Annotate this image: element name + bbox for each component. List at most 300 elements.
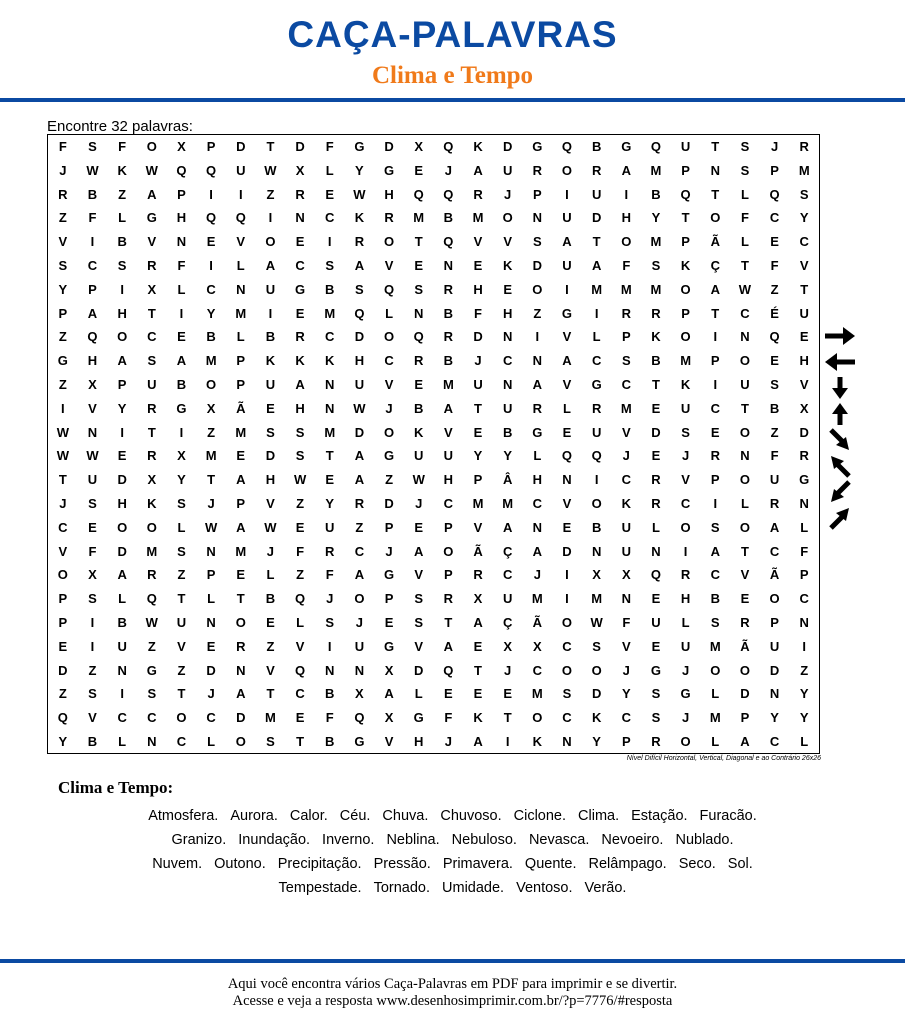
grid-cell[interactable]: V xyxy=(414,638,424,654)
grid-cell[interactable]: U xyxy=(325,519,335,535)
grid-cell[interactable]: R xyxy=(354,495,365,511)
grid-cell[interactable]: E xyxy=(562,424,572,440)
grid-cell[interactable]: R xyxy=(651,472,661,488)
grid-cell[interactable]: C xyxy=(502,567,513,583)
grid-cell[interactable]: Z xyxy=(770,281,779,297)
grid-cell[interactable]: Z xyxy=(88,662,97,678)
grid-cell[interactable]: O xyxy=(680,519,691,535)
grid-cell[interactable]: L xyxy=(118,733,127,749)
grid-cell[interactable]: V xyxy=(147,234,157,250)
grid-cell[interactable]: S xyxy=(799,186,809,202)
grid-cell[interactable]: J xyxy=(504,186,512,202)
grid-cell[interactable]: I xyxy=(565,186,569,202)
grid-cell[interactable]: A xyxy=(591,257,602,273)
grid-cell[interactable]: O xyxy=(561,662,573,678)
grid-cell[interactable]: M xyxy=(650,234,662,250)
grid-cell[interactable]: J xyxy=(355,614,363,630)
grid-cell[interactable]: M xyxy=(442,376,454,392)
grid-cell[interactable]: U xyxy=(591,186,602,202)
grid-cell[interactable]: T xyxy=(503,710,512,726)
grid-cell[interactable]: N xyxy=(502,376,513,392)
grid-cell[interactable]: K xyxy=(325,353,335,369)
grid-cell[interactable]: B xyxy=(414,400,424,416)
grid-cell[interactable]: Z xyxy=(533,305,542,321)
grid-cell[interactable]: U xyxy=(176,614,187,630)
grid-cell[interactable]: P xyxy=(621,329,631,345)
grid-cell[interactable]: S xyxy=(355,281,364,297)
grid-cell[interactable]: O xyxy=(561,162,573,178)
grid-cell[interactable]: T xyxy=(651,376,660,392)
grid-cell[interactable]: A xyxy=(532,376,543,392)
grid-cell[interactable]: Q xyxy=(443,139,454,154)
grid-cell[interactable]: Q xyxy=(87,329,98,345)
grid-cell[interactable]: A xyxy=(117,353,127,369)
grid-cell[interactable]: G xyxy=(354,139,365,154)
grid-cell[interactable]: C xyxy=(147,710,157,726)
grid-cell[interactable]: M xyxy=(650,281,662,297)
grid-cell[interactable]: P xyxy=(58,591,68,607)
grid-cell[interactable]: Q xyxy=(206,210,217,226)
grid-cell[interactable]: R xyxy=(591,400,602,416)
grid-cell[interactable]: T xyxy=(711,186,720,202)
grid-cell[interactable]: U xyxy=(117,638,127,654)
grid-cell[interactable]: F xyxy=(800,543,809,559)
grid-cell[interactable]: U xyxy=(87,472,98,488)
grid-cell[interactable]: R xyxy=(591,162,602,178)
grid-cell[interactable]: E xyxy=(651,638,661,654)
grid-cell[interactable]: N xyxy=(799,495,809,511)
grid-cell[interactable]: Q xyxy=(680,186,691,202)
grid-cell[interactable]: U xyxy=(680,400,691,416)
grid-cell[interactable]: O xyxy=(265,234,276,250)
grid-cell[interactable]: K xyxy=(621,495,631,511)
grid-cell[interactable]: Z xyxy=(58,376,67,392)
grid-cell[interactable]: O xyxy=(680,329,691,345)
grid-cell[interactable]: O xyxy=(146,519,157,535)
grid-cell[interactable]: O xyxy=(235,614,246,630)
grid-cell[interactable]: W xyxy=(264,519,277,535)
grid-cell[interactable]: N xyxy=(740,329,750,345)
grid-cell[interactable]: B xyxy=(325,686,335,702)
grid-cell[interactable]: N xyxy=(325,662,335,678)
grid-cell[interactable]: H xyxy=(384,186,394,202)
grid-cell[interactable]: A xyxy=(354,257,365,273)
grid-cell[interactable]: V xyxy=(88,400,97,416)
grid-cell[interactable]: P xyxy=(710,353,720,369)
grid-cell[interactable]: M xyxy=(650,162,662,178)
grid-cell[interactable]: F xyxy=(58,139,67,154)
grid-cell[interactable]: G xyxy=(354,733,365,749)
grid-cell[interactable]: M xyxy=(709,638,721,654)
grid-cell[interactable]: Q xyxy=(561,448,573,464)
grid-cell[interactable]: E xyxy=(266,614,275,630)
grid-cell[interactable]: U xyxy=(502,162,513,178)
grid-cell[interactable]: B xyxy=(591,519,602,535)
grid-cell[interactable]: K xyxy=(117,162,127,178)
grid-cell[interactable]: V xyxy=(444,424,453,440)
grid-cell[interactable]: X xyxy=(621,567,631,583)
grid-cell[interactable]: L xyxy=(800,733,809,749)
grid-cell[interactable]: H xyxy=(117,495,127,511)
grid-cell[interactable]: M xyxy=(265,710,276,726)
grid-cell[interactable]: O xyxy=(443,543,454,559)
grid-cell[interactable]: Y xyxy=(325,495,335,511)
grid-cell[interactable]: J xyxy=(207,495,215,511)
grid-cell[interactable]: F xyxy=(740,210,749,226)
grid-cell[interactable]: Y xyxy=(621,686,631,702)
grid-cell[interactable]: K xyxy=(473,710,483,726)
grid-cell[interactable]: W xyxy=(56,448,69,464)
grid-cell[interactable]: X xyxy=(384,710,394,726)
grid-cell[interactable]: F xyxy=(177,257,186,273)
grid-cell[interactable]: F xyxy=(622,257,631,273)
grid-cell[interactable]: I xyxy=(594,305,599,321)
grid-cell[interactable]: L xyxy=(740,234,749,250)
grid-cell[interactable]: A xyxy=(354,448,365,464)
grid-cell[interactable]: A xyxy=(473,733,483,749)
grid-cell[interactable]: A xyxy=(473,614,483,630)
grid-cell[interactable]: X xyxy=(503,638,512,654)
grid-cell[interactable]: Ã xyxy=(473,543,483,559)
grid-cell[interactable]: V xyxy=(503,234,512,250)
grid-cell[interactable]: I xyxy=(90,614,95,630)
grid-cell[interactable]: I xyxy=(209,186,213,202)
grid-cell[interactable]: O xyxy=(621,234,632,250)
grid-cell[interactable]: E xyxy=(295,710,305,726)
grid-cell[interactable]: U xyxy=(680,638,691,654)
grid-cell[interactable]: X xyxy=(532,638,542,654)
grid-cell[interactable]: M xyxy=(205,448,217,464)
grid-cell[interactable]: Y xyxy=(651,210,661,226)
grid-cell[interactable]: R xyxy=(354,234,365,250)
grid-cell[interactable]: T xyxy=(474,400,482,416)
grid-cell[interactable]: R xyxy=(651,495,661,511)
grid-cell[interactable]: Q xyxy=(443,234,454,250)
grid-cell[interactable]: U xyxy=(799,305,809,321)
grid-cell[interactable]: C xyxy=(87,257,98,273)
grid-cell[interactable]: H xyxy=(443,472,454,488)
grid-cell[interactable]: I xyxy=(327,638,332,654)
grid-cell[interactable]: Ã xyxy=(769,567,780,583)
grid-cell[interactable]: P xyxy=(236,376,246,392)
grid-cell[interactable]: O xyxy=(146,139,157,154)
grid-cell[interactable]: C xyxy=(295,257,305,273)
grid-cell[interactable]: Q xyxy=(413,186,424,202)
grid-cell[interactable]: W xyxy=(86,162,99,178)
grid-cell[interactable]: M xyxy=(709,710,721,726)
grid-cell[interactable]: L xyxy=(118,591,127,607)
grid-cell[interactable]: Ç xyxy=(710,257,720,273)
grid-cell[interactable]: N xyxy=(799,614,809,630)
grid-cell[interactable]: W xyxy=(56,424,69,440)
grid-cell[interactable]: E xyxy=(117,448,127,464)
grid-cell[interactable]: C xyxy=(740,305,750,321)
grid-cell[interactable]: E xyxy=(473,257,483,273)
grid-cell[interactable]: O xyxy=(769,591,780,607)
grid-cell[interactable]: W xyxy=(86,448,99,464)
grid-cell[interactable]: O xyxy=(739,424,750,440)
grid-cell[interactable]: T xyxy=(266,686,275,702)
grid-cell[interactable]: U xyxy=(502,591,513,607)
grid-cell[interactable]: U xyxy=(265,376,276,392)
grid-cell[interactable]: C xyxy=(562,710,572,726)
grid-cell[interactable]: V xyxy=(384,376,394,392)
grid-cell[interactable]: S xyxy=(740,162,750,178)
grid-cell[interactable]: P xyxy=(770,162,779,178)
grid-cell[interactable]: O xyxy=(206,376,217,392)
grid-cell[interactable]: I xyxy=(713,376,718,392)
grid-cell[interactable]: V xyxy=(295,638,305,654)
grid-cell[interactable]: H xyxy=(176,210,187,226)
grid-cell[interactable]: Z xyxy=(355,519,364,535)
grid-cell[interactable]: A xyxy=(414,543,424,559)
grid-cell[interactable]: N xyxy=(87,424,98,440)
grid-cell[interactable]: Z xyxy=(58,210,67,226)
grid-cell[interactable]: W xyxy=(145,614,158,630)
grid-cell[interactable]: Z xyxy=(385,472,394,488)
grid-cell[interactable]: I xyxy=(120,424,124,440)
grid-cell[interactable]: J xyxy=(622,662,630,678)
grid-cell[interactable]: D xyxy=(58,662,68,678)
grid-cell[interactable]: B xyxy=(117,614,127,630)
grid-cell[interactable]: D xyxy=(502,139,513,154)
grid-cell[interactable]: T xyxy=(414,234,423,250)
grid-cell[interactable]: H xyxy=(532,472,543,488)
grid-cell[interactable]: H xyxy=(621,210,631,226)
grid-cell[interactable]: A xyxy=(354,472,365,488)
grid-cell[interactable]: H xyxy=(117,305,127,321)
grid-cell[interactable]: G xyxy=(799,472,810,488)
grid-cell[interactable]: E xyxy=(295,519,305,535)
grid-cell[interactable]: R xyxy=(58,186,68,202)
grid-cell[interactable]: V xyxy=(621,424,631,440)
grid-cell[interactable]: Z xyxy=(800,662,809,678)
grid-cell[interactable]: A xyxy=(769,519,780,535)
grid-cell[interactable]: B xyxy=(443,305,454,321)
grid-cell[interactable]: M xyxy=(502,495,514,511)
grid-cell[interactable]: M xyxy=(235,543,247,559)
grid-cell[interactable]: L xyxy=(800,519,809,535)
grid-cell[interactable]: A xyxy=(265,257,276,273)
grid-cell[interactable]: N xyxy=(325,376,335,392)
grid-cell[interactable]: N xyxy=(176,234,187,250)
grid-cell[interactable]: L xyxy=(592,329,601,345)
grid-cell[interactable]: C xyxy=(621,472,631,488)
grid-cell[interactable]: X xyxy=(295,162,305,178)
grid-cell[interactable]: E xyxy=(414,376,424,392)
grid-cell[interactable]: L xyxy=(385,305,394,321)
grid-cell[interactable]: N xyxy=(532,353,543,369)
grid-cell[interactable]: E xyxy=(770,353,779,369)
grid-cell[interactable]: Q xyxy=(354,710,365,726)
grid-cell[interactable]: A xyxy=(710,281,720,297)
grid-cell[interactable]: R xyxy=(740,614,750,630)
grid-cell[interactable]: G xyxy=(57,353,68,369)
grid-cell[interactable]: H xyxy=(295,400,305,416)
grid-cell[interactable]: B xyxy=(176,376,187,392)
grid-cell[interactable]: U xyxy=(562,210,572,226)
grid-cell[interactable]: D xyxy=(414,662,424,678)
grid-cell[interactable]: J xyxy=(207,686,215,702)
grid-cell[interactable]: O xyxy=(383,234,395,250)
grid-cell[interactable]: U xyxy=(651,614,661,630)
grid-cell[interactable]: F xyxy=(325,567,334,583)
grid-cell[interactable]: P xyxy=(681,305,690,321)
grid-cell[interactable]: C xyxy=(206,281,216,297)
grid-cell[interactable]: K xyxy=(532,733,543,749)
grid-cell[interactable]: E xyxy=(325,472,335,488)
grid-cell[interactable]: U xyxy=(769,472,780,488)
grid-cell[interactable]: B xyxy=(651,353,661,369)
grid-cell[interactable]: K xyxy=(414,424,424,440)
grid-cell[interactable]: P xyxy=(799,567,809,583)
grid-cell[interactable]: J xyxy=(681,710,690,726)
grid-cell[interactable]: D xyxy=(799,424,809,440)
grid-cell[interactable]: R xyxy=(769,495,780,511)
grid-cell[interactable]: E xyxy=(799,329,809,345)
grid-cell[interactable]: O xyxy=(57,567,68,583)
grid-cell[interactable]: V xyxy=(58,543,68,559)
grid-cell[interactable]: B xyxy=(651,186,661,202)
grid-cell[interactable]: E xyxy=(503,281,512,297)
grid-cell[interactable]: N xyxy=(710,162,720,178)
grid-cell[interactable]: O xyxy=(710,210,721,226)
grid-cell[interactable]: E xyxy=(770,234,779,250)
grid-cell[interactable]: Q xyxy=(443,186,454,202)
grid-cell[interactable]: Y xyxy=(58,281,68,297)
grid-cell[interactable]: W xyxy=(293,472,307,488)
grid-cell[interactable]: Y xyxy=(799,686,809,702)
grid-cell[interactable]: E xyxy=(651,400,661,416)
grid-cell[interactable]: G xyxy=(383,448,395,464)
grid-cell[interactable]: F xyxy=(444,710,453,726)
grid-cell[interactable]: D xyxy=(384,495,394,511)
grid-cell[interactable]: C xyxy=(176,733,187,749)
grid-cell[interactable]: O xyxy=(710,662,721,678)
grid-cell[interactable]: H xyxy=(414,733,424,749)
grid-cell[interactable]: S xyxy=(177,543,186,559)
grid-cell[interactable]: R xyxy=(414,353,424,369)
grid-cell[interactable]: S xyxy=(88,591,97,607)
grid-cell[interactable]: W xyxy=(590,614,603,630)
grid-cell[interactable]: P xyxy=(532,186,542,202)
grid-cell[interactable]: S xyxy=(710,519,720,535)
grid-cell[interactable]: U xyxy=(502,400,513,416)
grid-cell[interactable]: T xyxy=(296,733,305,749)
grid-cell[interactable]: O xyxy=(739,519,750,535)
grid-cell[interactable]: S xyxy=(325,614,335,630)
grid-cell[interactable]: X xyxy=(384,662,394,678)
grid-cell[interactable]: N xyxy=(621,591,631,607)
grid-cell[interactable]: U xyxy=(621,543,631,559)
grid-cell[interactable]: P xyxy=(88,281,97,297)
grid-cell[interactable]: R xyxy=(680,567,691,583)
grid-cell[interactable]: P xyxy=(177,186,186,202)
grid-cell[interactable]: A xyxy=(87,305,98,321)
grid-cell[interactable]: G xyxy=(532,139,543,154)
grid-cell[interactable]: G xyxy=(413,710,424,726)
grid-cell[interactable]: O xyxy=(739,472,750,488)
grid-cell[interactable]: I xyxy=(683,543,688,559)
grid-cell[interactable]: W xyxy=(264,162,277,178)
grid-cell[interactable]: P xyxy=(206,139,216,154)
grid-cell[interactable]: Q xyxy=(383,281,395,297)
grid-cell[interactable]: I xyxy=(624,186,629,202)
grid-cell[interactable]: M xyxy=(235,424,247,440)
grid-cell[interactable]: D xyxy=(532,257,543,273)
grid-cell[interactable]: H xyxy=(502,305,513,321)
grid-cell[interactable]: N xyxy=(147,733,157,749)
grid-cell[interactable]: T xyxy=(147,424,156,440)
grid-cell[interactable]: E xyxy=(740,591,750,607)
grid-cell[interactable]: F xyxy=(88,210,97,226)
grid-cell[interactable]: U xyxy=(562,257,572,273)
grid-cell[interactable]: Q xyxy=(650,139,662,154)
grid-cell[interactable]: U xyxy=(147,376,157,392)
grid-cell[interactable]: C xyxy=(147,329,157,345)
grid-cell[interactable]: S xyxy=(414,614,424,630)
grid-cell[interactable]: V xyxy=(266,495,275,511)
grid-cell[interactable]: Q xyxy=(57,710,68,726)
grid-cell[interactable]: A xyxy=(117,567,127,583)
grid-cell[interactable]: L xyxy=(177,281,186,297)
grid-cell[interactable]: S xyxy=(621,353,631,369)
grid-cell[interactable]: D xyxy=(591,210,602,226)
grid-cell[interactable]: N xyxy=(532,519,543,535)
grid-cell[interactable]: R xyxy=(443,281,454,297)
grid-cell[interactable]: Y xyxy=(503,448,512,464)
grid-cell[interactable]: L xyxy=(563,400,571,416)
grid-cell[interactable]: N xyxy=(414,305,424,321)
grid-cell[interactable]: K xyxy=(502,257,513,273)
grid-cell[interactable]: B xyxy=(502,424,513,440)
grid-cell[interactable]: N xyxy=(236,662,246,678)
grid-cell[interactable]: M xyxy=(205,353,217,369)
grid-cell[interactable]: D xyxy=(769,662,780,678)
grid-cell[interactable]: I xyxy=(120,281,124,297)
grid-cell[interactable]: M xyxy=(324,305,336,321)
grid-cell[interactable]: O xyxy=(561,614,573,630)
grid-cell[interactable]: T xyxy=(266,139,275,154)
grid-cell[interactable]: M xyxy=(324,424,336,440)
grid-cell[interactable]: L xyxy=(236,329,245,345)
grid-cell[interactable]: E xyxy=(236,567,246,583)
grid-cell[interactable]: W xyxy=(412,472,425,488)
grid-cell[interactable]: R xyxy=(651,733,661,749)
grid-cell[interactable]: X xyxy=(473,591,483,607)
grid-cell[interactable]: I xyxy=(120,686,124,702)
grid-cell[interactable]: J xyxy=(326,591,334,607)
grid-cell[interactable]: W xyxy=(145,162,158,178)
grid-cell[interactable]: N xyxy=(295,210,305,226)
grid-cell[interactable]: C xyxy=(532,662,543,678)
grid-cell[interactable]: H xyxy=(87,353,98,369)
grid-cell[interactable]: H xyxy=(799,353,809,369)
grid-cell[interactable]: A xyxy=(236,686,246,702)
grid-cell[interactable]: G xyxy=(561,305,573,321)
grid-cell[interactable]: I xyxy=(565,567,569,583)
grid-cell[interactable]: T xyxy=(740,543,749,559)
grid-cell[interactable]: C xyxy=(443,495,454,511)
grid-cell[interactable]: I xyxy=(802,638,807,654)
grid-cell[interactable]: W xyxy=(738,281,752,297)
grid-cell[interactable]: J xyxy=(59,162,67,178)
grid-cell[interactable]: E xyxy=(88,519,97,535)
grid-cell[interactable]: U xyxy=(591,424,602,440)
grid-cell[interactable]: P xyxy=(206,567,216,583)
grid-cell[interactable]: K xyxy=(147,495,157,511)
grid-cell[interactable]: S xyxy=(414,281,424,297)
